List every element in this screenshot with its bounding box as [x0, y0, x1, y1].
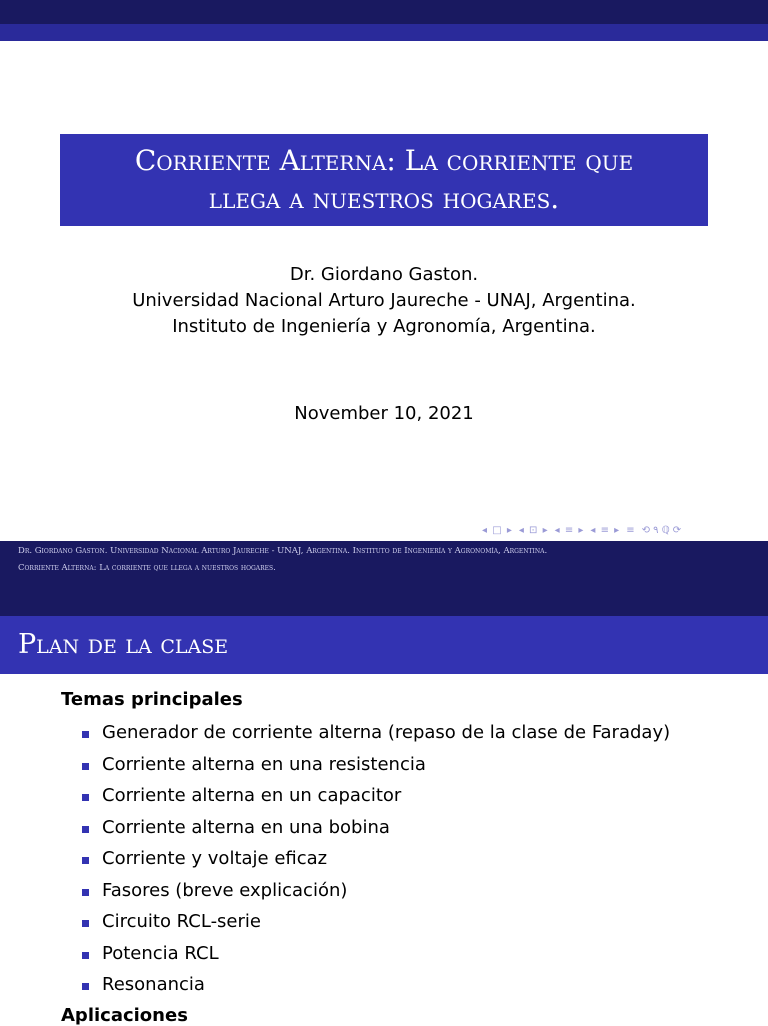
square-bullet-icon: [82, 983, 89, 990]
square-bullet-icon: [82, 952, 89, 959]
block-title-applications: Aplicaciones: [61, 1005, 188, 1026]
slide1-footer: [0, 541, 768, 599]
presentation-title-box: [60, 134, 708, 226]
slide1-header-bar-dark: [0, 0, 768, 24]
list-item: [82, 875, 670, 907]
list-item-text: Generador de corriente alterna (repaso de la clase de Faraday): [102, 722, 671, 744]
square-bullet-icon: [82, 826, 89, 833]
list-item: [82, 938, 670, 970]
square-bullet-icon: [82, 794, 89, 801]
list-item: [82, 749, 670, 781]
affiliation-university: Universidad Nacional Arturo Jaureche - UNAJ, Argentina.: [132, 290, 636, 311]
title-line-1: Corriente Alterna: La corriente que: [134, 144, 634, 177]
slide1-header-bar-mid: [0, 24, 768, 41]
presentation-date: November 10, 2021: [294, 403, 474, 424]
footer-author-line: Dr. Giordano Gaston. Universidad Nacional Arturo Jaureche - UNAJ, Argentina. Instituto de Ingeniería y Agronomía, Argentina.: [18, 546, 548, 556]
topics-list: [82, 717, 670, 1001]
square-bullet-icon: [82, 857, 89, 864]
list-item: [82, 969, 670, 1001]
list-item: [82, 906, 670, 938]
author-name: Dr. Giordano Gaston.: [289, 264, 479, 285]
nav-outline-icon[interactable]: ≡: [626, 524, 636, 536]
beamer-navigation-bar[interactable]: [482, 522, 768, 538]
list-item: [82, 780, 670, 812]
list-item-text: Resonancia: [102, 974, 205, 996]
list-item-text: Potencia RCL: [102, 942, 219, 964]
square-bullet-icon: [82, 920, 89, 927]
list-item: [82, 843, 670, 875]
block-title-topics: Temas principales: [61, 689, 243, 710]
title-line-2: llega a nuestros hogares.: [208, 182, 560, 215]
list-item-text: Corriente alterna en una bobina: [102, 816, 390, 838]
footer-title-line: Corriente Alterna: La corriente que llega a nuestros hogares.: [18, 563, 276, 573]
list-item: [82, 717, 670, 749]
nav-search-icon[interactable]: ⟲ ۹ ℚ ⟳: [641, 524, 682, 536]
list-item-text: Corriente y voltaje eficaz: [102, 848, 328, 870]
nav-subsection-list-icon[interactable]: ◂ ≡ ▸: [590, 524, 621, 536]
list-item-text: Corriente alterna en una resistencia: [102, 753, 426, 775]
square-bullet-icon: [82, 763, 89, 770]
nav-section-icon[interactable]: ◂ ≡ ▸: [554, 524, 585, 536]
nav-subsection-icon[interactable]: ◂ ⊡ ▸: [518, 524, 549, 536]
affiliation-institute: Instituto de Ingeniería y Agronomía, Argentina.: [172, 316, 596, 337]
list-item-text: Fasores (breve explicación): [102, 879, 348, 901]
list-item-text: Circuito RCL-serie: [102, 911, 261, 933]
list-item: [82, 812, 670, 844]
square-bullet-icon: [82, 731, 89, 738]
nav-frame-icon[interactable]: ◂ □ ▸: [482, 524, 513, 536]
square-bullet-icon: [82, 889, 89, 896]
slide2-header-bar-mid: [0, 599, 768, 616]
slide2-frame-title: Plan de la clase: [0, 616, 768, 674]
list-item-text: Corriente alterna en un capacitor: [102, 785, 402, 807]
author-block: [0, 262, 768, 340]
